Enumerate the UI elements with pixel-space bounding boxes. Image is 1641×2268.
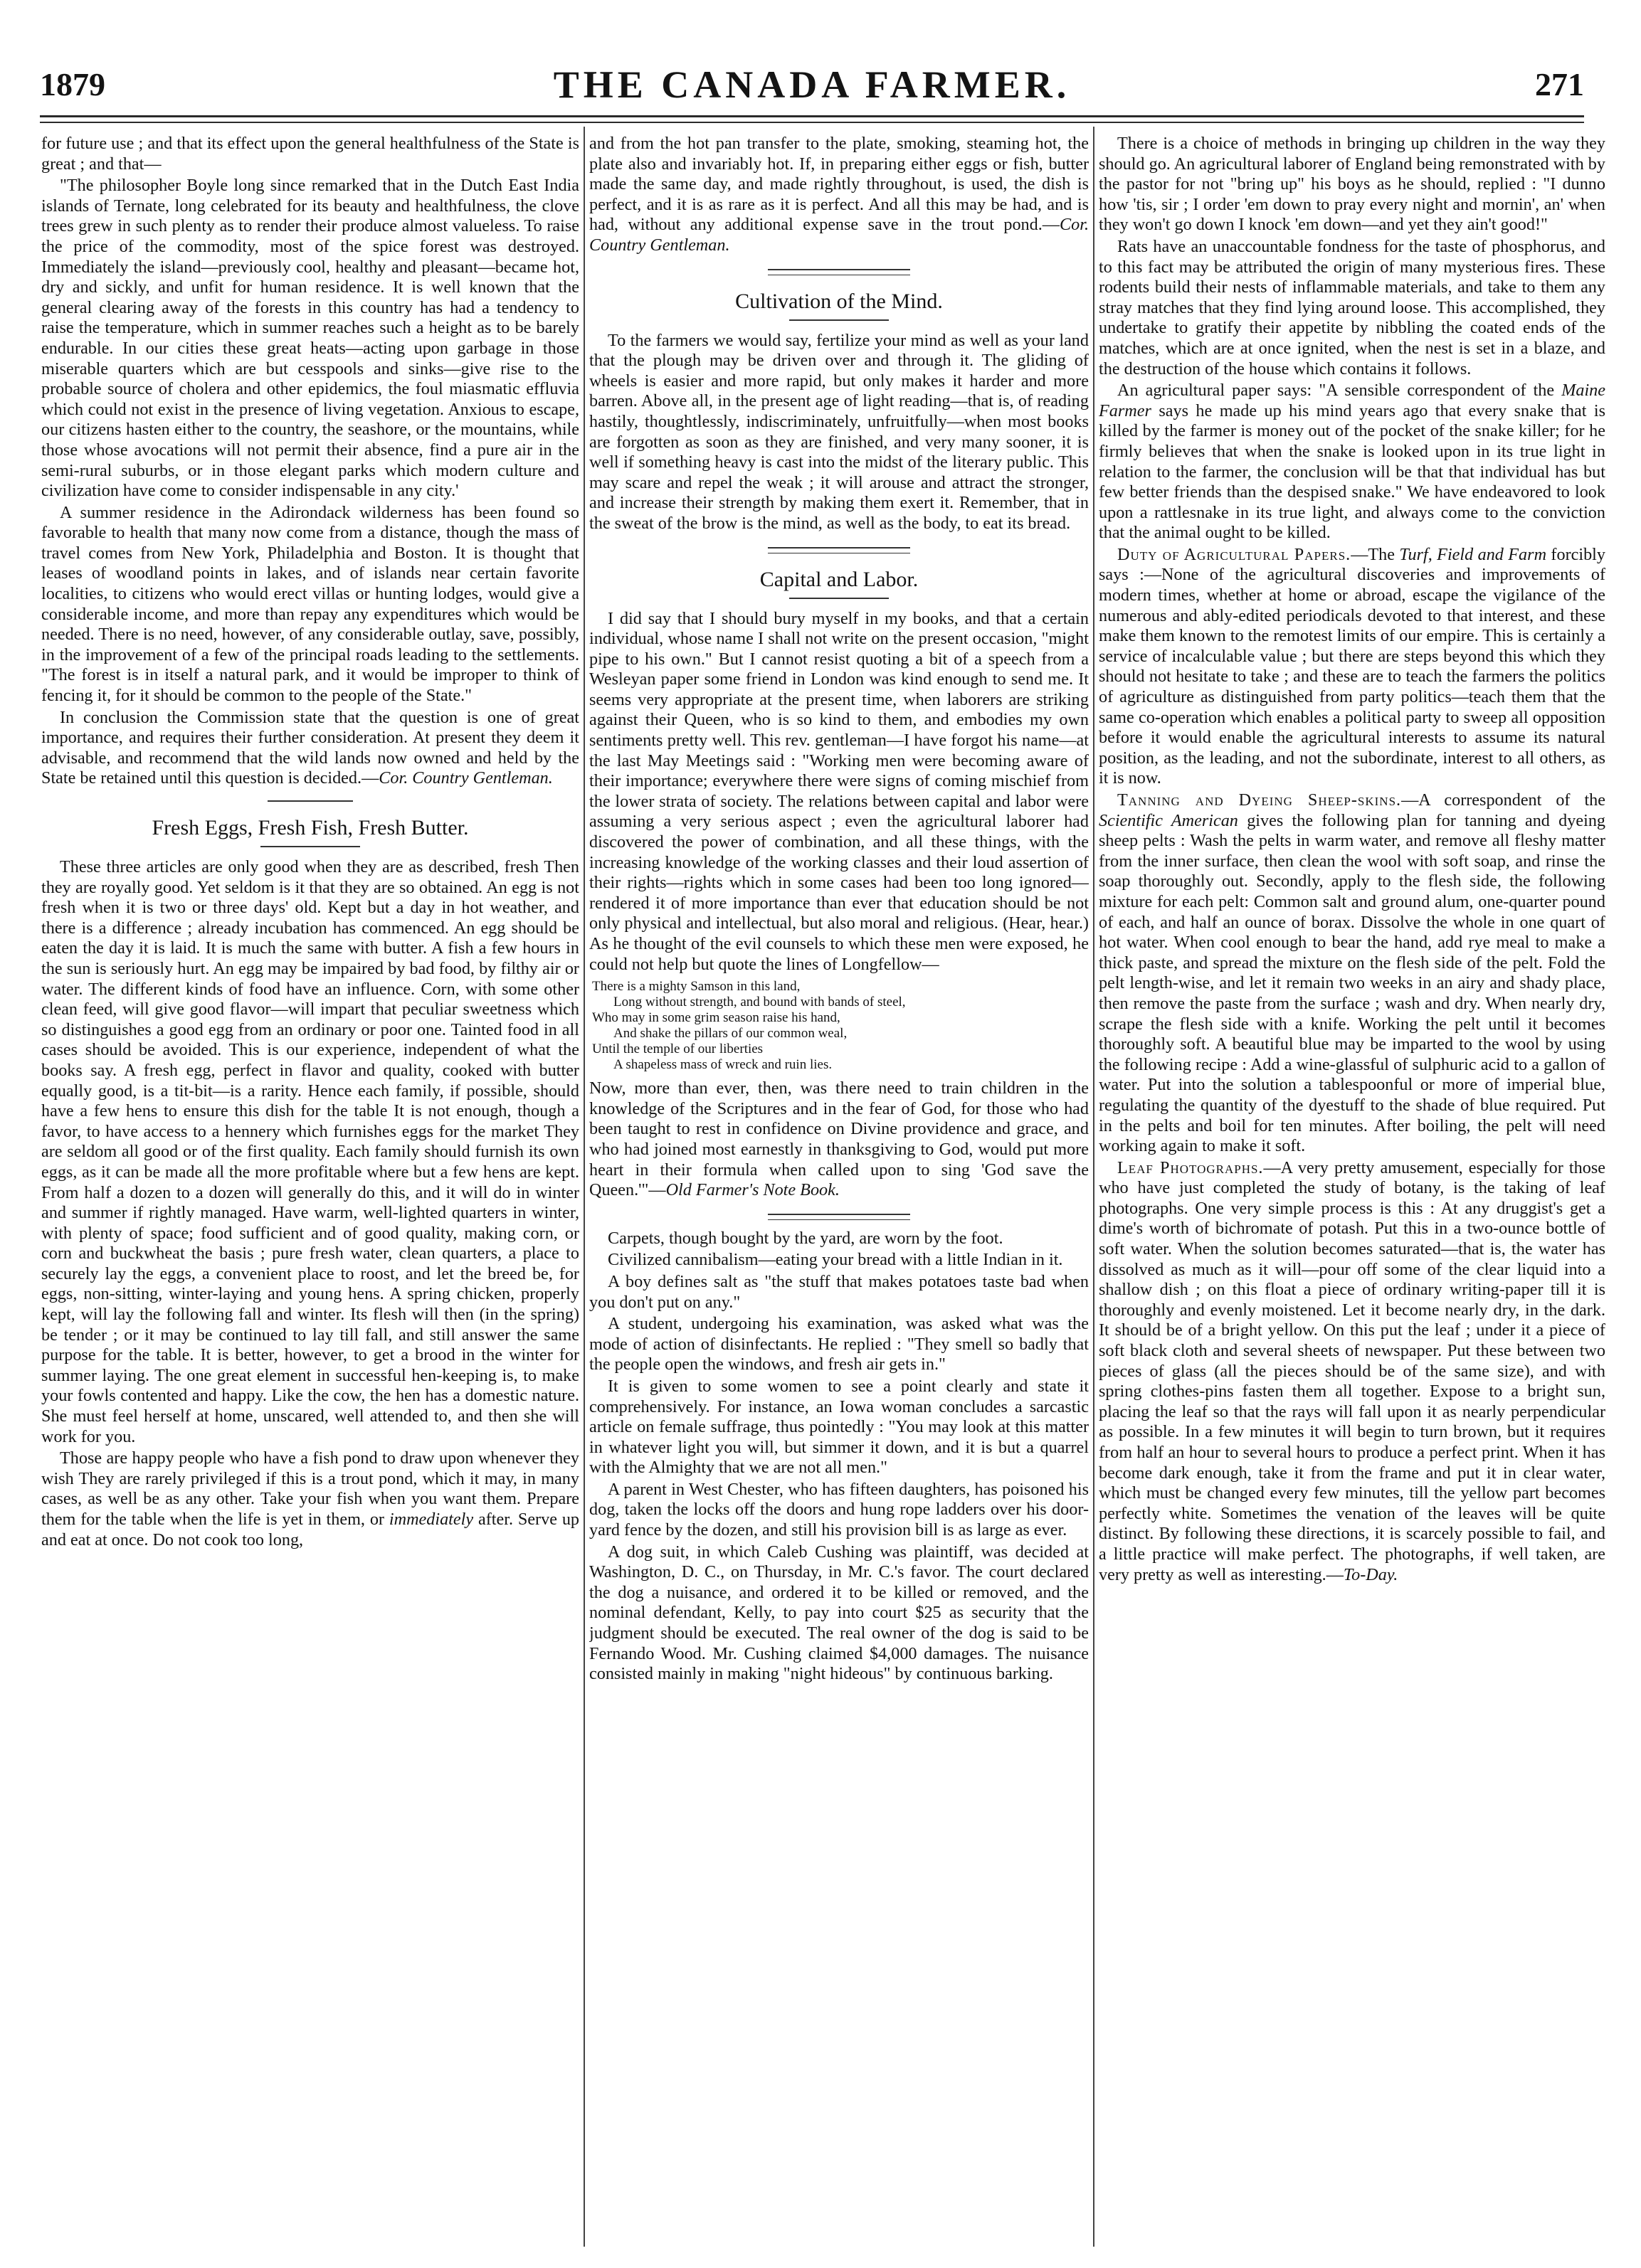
italic-word: immediately bbox=[389, 1510, 474, 1529]
poem-line: There is a mighty Samson in this land, bbox=[592, 979, 801, 995]
paragraph bbox=[41, 1448, 579, 1550]
paragraph-text: An agricultural paper says: "A sensible correspondent of the bbox=[1117, 381, 1555, 401]
paragraph-text: Now, more than ever, then, was there need to train children in the knowledge of the Scriptures and in the fear of God, for those who had been taught to rest in confidence on Divine providence and grace, and who had joined most earnestly in thanksgiving to God, would put more heart in their formula when called upon to sing 'God save the Queen.'" bbox=[589, 1079, 1089, 1200]
masthead-rule bbox=[40, 115, 1584, 123]
paragraph: for future use ; and that its effect upon the general healthfulness of the State is great ; and that— bbox=[41, 134, 579, 174]
poem-line: Long without strength, and bound with bands of steel, bbox=[613, 995, 906, 1010]
column-1 bbox=[41, 134, 579, 2240]
masthead-year: 1879 bbox=[40, 66, 105, 102]
paragraph: A boy defines salt as "the stuff that makes potatoes taste bad when you don't put on any." bbox=[589, 1271, 1089, 1312]
paragraph-text: and from the hot pan transfer to the plate, smoking, steaming hot, the plate also and invariably hot. If, in preparing either eggs or fish, butter made the same day, and made rightly throughout, is used, the dish is perfect, and it is as rare as it is perfect. And all this may be had, and is had, without any additional expense save in the trout pond. bbox=[589, 134, 1089, 235]
paragraph-text: says he made up his mind years ago that every snake that is killed by the farmer is money out of the pocket of the snake killer; for he firmly believes that when the snake is looked upon in its true light in relation to the farmer, the conclusion will be that that individual has but few better friends than the despised snake." We have endeavored to look upon a rattlesnake in its true light, and always come to the conviction that the animal ought to be killed. bbox=[1099, 401, 1605, 543]
paragraph: "The philosopher Boyle long since remarked that in the Dutch East India islands of Ternate, long celebrated for its beauty and healthfulness, the clove trees grew in such plenty as to render their produce almost valueless. To raise the price of the commodity, most of the spice forest was destroyed. Immediately the island—previously cool, healthy and pleasant—became hot, dry and sickly, and unfit for human residence. It is well known that the general clearing away of the forests in this country has had a tendency to raise the temperature, which in summer reaches such a height as to be barely endurable. In our cities these great heats—acting upon garbage in those miserable quarters which are but cesspools and sinks—give rise to the probable source of cholera and other epidemics, the foul miasmatic effluvia which could not exist in the presence of living vegetation. Anxious to escape, our citizens hasten either to the country, the seashore, or the mountains, while those whose avocations will not permit their absence, find a pure air in the semi-rural suburbs, or in those elegant parks which modern culture and civilization have come to consider indispensable in any city.' bbox=[41, 176, 579, 501]
paragraph: and from the hot pan transfer to the plate, smoking, steaming hot, the plate also and invariably hot. If, in preparing either eggs or fish, butter made the same day, and made rightly throughout, is used, the dish is perfect, and it is as rare as it is perfect. And all this may be had, and is had, without any additional expense save in the trout pond.—Cor. Country Gentleman. bbox=[589, 134, 1089, 255]
paragraph-text: —A very pretty amusement, especially for those who have just completed the study of botany, is the taking of leaf photographs. One very simple process is this : At any druggist's get a dime's worth of bichromate of potash. Put this in a two-ounce bottle of soft water. When the solution becomes saturated—that is, the water has dissolved as much as it will—pour off some of the clear liquid into a shallow dish ; on this float a piece of ordinary writing-paper till it is thoroughly and evenly moistened. Let it become nearly dry, in the dark. It should be of a bright yellow. On this put the leaf ; under it a piece of soft black cloth and several sheets of newspaper. Put these between two pieces of glass (all the pieces should be of the same size), and with spring clothes-pins fasten them all together. Expose to a bright sun, placing the leaf so that the rays will fall upon it as nearly perpendicular as possible. In a few minutes it will begin to turn brown, but it requires from half an hour to several hours to produce a perfect print. When it has become dark enough, take it from the frame and put it in clear water, which must be changed every few minutes, till the yellow part becomes perfectly white. Sometimes the venation of the leaves will be quite distinct. By following these directions, it is scarcely possible to fail, and a little practice will make perfect. The photographs, if well taken, are very pretty as well as interesting. bbox=[1099, 1157, 1605, 1584]
article-credit: Old Farmer's Note Book. bbox=[665, 1180, 840, 1200]
column-3 bbox=[1099, 134, 1605, 2240]
paragraph: Civilized cannibalism—eating your bread with a little Indian in it. bbox=[608, 1250, 1063, 1270]
paragraph: It is given to some women to see a point clearly and state it comprehensively. For instance, an Iowa woman concludes a sarcastic article on female suffrage, thus pointedly : "You may look at this matter in whatever light you will, but simmer it down, and it is but a quarrel with the Almighty that we are not all men." bbox=[589, 1376, 1089, 1478]
paragraph: Now, more than ever, then, was there need to train children in the knowledge of the Scriptures and in the fear of God, for those who had been taught to rest in confidence on Divine providence and grace, and who had joined most earnestly in thanksgiving to God, would put more heart in their formula when called upon to sing 'God save the Queen.'"—Old Farmer's Note Book. bbox=[589, 1079, 1089, 1200]
poem-line: Who may in some grim season raise his hand, bbox=[592, 1010, 840, 1026]
paragraph-text: Those are happy people who have a fish pond to draw upon whenever they wish They are rarely privileged if this is a trout pond, which it may, in many cases, as well be as any other. Take your fish when you want them. Prepare them for the table when the life is yet in them, or bbox=[41, 1448, 579, 1529]
paragraph-text: —The bbox=[1351, 544, 1395, 564]
paragraph-lead: Tanning and Dyeing Sheep-skins. bbox=[1117, 790, 1402, 810]
paragraph: Leaf Photographs.—A very pretty amusement, especially for those who have just completed the study of botany, is the taking of leaf photographs. One very simple process is this : At any druggist's get a dime's worth of bichromate of potash. Put this in a two-ounce bottle of soft water. When the solution becomes saturated—that is, the water has dissolved as much as it will—pour off some of the clear liquid into a shallow dish ; on this float a piece of ordinary writing-paper till it is thoroughly and evenly moistened. Let it become nearly dry, in the dark. It should be of a bright yellow. On this put the leaf ; under it a piece of soft black cloth and several sheets of newspaper. Put these between two pieces of glass (all the pieces should be of the same size), and with spring clothes-pins fasten them all together. Expose to a bright sun, placing the leaf so that the rays will fall upon it as nearly perpendicular as possible. In a few minutes it will begin to turn brown, but it requires from half an hour to several hours to produce a perfect print. When it has become dark enough, take it from the frame and put it in clear water, which must be changed every few minutes, till the yellow part becomes perfectly white. Sometimes the venation of the leaves will be quite distinct. By following these directions, it is scarcely possible to fail, and a little practice will make perfect. The photographs, if well taken, are very pretty as well as interesting.—To-Day. bbox=[1099, 1157, 1605, 1584]
page-number: 271 bbox=[1535, 66, 1584, 102]
paragraph: A dog suit, in which Caleb Cushing was plaintiff, was decided at Washington, D. C., on Thursday, in Mr. C.'s favor. The court declared the dog a nuisance, and ordered it to be killed or removed, and the nominal defendant, Kelly, to pay into court $25 as security that the judgment should be executed. The real owner of the dog is said to be Fernando Wood. Mr. Cushing claimed $4,000 damages. The nuisance consisted mainly in making "night hideous" by continuous barking. bbox=[589, 1542, 1089, 1684]
masthead-title: THE CANADA FARMER. bbox=[553, 63, 1071, 106]
column-divider bbox=[1093, 127, 1094, 2247]
poem-line: Until the temple of our liberties bbox=[592, 1042, 764, 1057]
article-credit: Cor. Country Gentleman. bbox=[589, 215, 1089, 255]
section-divider bbox=[768, 547, 910, 553]
paragraph: A student, undergoing his examination, was asked what was the mode of action of disinfectants. He replied : "They smell so badly that the people open the windows, and fresh air gets in." bbox=[589, 1314, 1089, 1374]
heading-underline bbox=[789, 598, 889, 599]
paragraph: To the farmers we would say, fertilize your mind as well as your land that the plough may be driven over and through it. The gliding of wheels is easier and more rapid, but only makes it harder and more barren. Above all, in the present age of light reading—that is, of reading hastily, thoughtlessly, indiscriminately, unfruitfully—when most books are forgotten as soon as they are finished, and very many sooner, it is well if something heavy is cast into the midst of the literary public. This may scare and repel the weak ; it will arouse and attract the stronger, and increase their strength by making them exert it. Remember, that in the sweat of the brow is the mind, as well as the body, to eat its bread. bbox=[589, 330, 1089, 533]
poem-line: A shapeless mass of wreck and ruin lies. bbox=[613, 1057, 833, 1073]
paragraph: These three articles are only good when they are as described, fresh Then they are royally good. Yet seldom is it that they are so obtained. An egg is not fresh when it is two or three days' old. Kept but a day in hot weather, and there is a difference ; already incubation has commenced. An egg should be eaten the day it is laid. It is much the same with butter. A fish a few hours in the sun is seriously hurt. An egg may be impaired by bad food, by filthy air or water. The different kinds of food have an influence. Corn, with some other clean feed, will give good flavor—will impart that peculiar sweetness which so distinguishes a good egg from an ordinary or poor one. Tainted food in all cases should be avoided. This is our experience, independent of what the books say. A fresh egg, perfect in flavor and quality, cooked with butter equally good, is a tit-bit—is a rarity. Hence each family, if possible, should have a few hens to ensure this dish for the table It is not enough, though a favor, to have access to a hennery which furnishes eggs for the market They are seldom all good or of the first quality. Each family should furnish its own eggs, as it can be made all the more profitable where but a few hens are kept. From half a dozen to a dozen will generally do this, and it will do in winter and summer if rightly managed. Have warm, well-lighted quarters in winter, with plenty of space; food sufficient and of good quality, making corn, or corn and buckwheat the basis ; pure fresh water, clean quarters, a place to securely lay the eggs, a convenient place to roost, and let the breed be, for eggs, non-sitting, winter-laying and young hens. A spring chicken, properly kept, will lay the following fall and winter. Its flesh will then (in the spring) be tender ; or it may be continued to lay till fall, and still answer the same purpose for the table. It is better, however, to get a brood in the winter for summer laying. The one great element in successful hen-keeping is, to make your fowls contented and happy. Like the cow, the hen has a domestic nature. She must feel herself at home, unscared, well attended to, and then she will work for you. bbox=[41, 857, 579, 1446]
paragraph bbox=[1099, 545, 1605, 789]
article-heading: Capital and Labor. bbox=[759, 567, 919, 591]
paragraph-text: forcibly says :—None of the agricultural discoveries and improvements of modern times, whether at home or abroad, escape the vigilance of the numerous and ably-edited periodicals devoted to that interest, and these make them known to the remotest limits of our empire. This is certainly a service of incalculable value ; but there are steps beyond this which they should not hesitate to take ; and these are to teach the farmers the politics of agriculture as distinguished from party politics—teach them that the same co-operation which enables a political party to sweep all opposition before it would enable the agricultural interests to assume its natural position, as the leading, and not the subordinate, interest to all others, as it is now. bbox=[1099, 544, 1605, 788]
poem-quote bbox=[589, 979, 1089, 1073]
paragraph: Rats have an unaccountable fondness for the taste of phosphorus, and to this fact may be attributed the origin of many mysterious fires. These rodents build their nests of inflammable materials, and take to them any stray matches that they find lying around loose. This accomplished, they undertake to gratify their appetite by nibbling the coated ends of the matches, which are at once ignited, when the nest is set in a blaze, and the destruction of the house which contains it follows. bbox=[1099, 236, 1605, 378]
masthead bbox=[40, 63, 1584, 112]
paragraph: A parent in West Chester, who has fifteen daughters, has poisoned his dog, taken the locks off the doors and hung rope ladders over his door-yard fence by the dozen, and still his provision bill is as large as ever. bbox=[589, 1479, 1089, 1540]
article-heading: Cultivation of the Mind. bbox=[735, 289, 943, 313]
paragraph: There is a choice of methods in bringing up children in the way they should go. An agricultural laborer of England being remonstrated with by the pastor for not "bring up" his boys as he should, replied : "I dunno how 'tis, sir ; I order 'em down to pray every night and mornin', an' when they won't go down I knock 'em down—and yet they ain't good!" bbox=[1099, 134, 1605, 235]
paragraph-text: —A correspondent of the bbox=[1401, 790, 1605, 810]
italic-title: Scientific American bbox=[1099, 810, 1238, 830]
italic-title: Maine Farmer bbox=[1099, 381, 1605, 420]
italic-title: Turf, Field and Farm bbox=[1399, 544, 1547, 564]
heading-underline bbox=[789, 319, 889, 321]
section-divider bbox=[768, 269, 910, 275]
article-credit: Cor. Country Gentleman. bbox=[379, 768, 553, 788]
paragraph: I did say that I should bury myself in my books, and that a certain individual, whose name I shall not write on the present occasion, "might pipe to his own." But I cannot resist quoting a bit of a speech from a Wesleyan paper some friend in London was kind enough to send me. It seems very appropriate at the present time, when laborers are striking against their Queen, who is so kind to them, and embodies my own sentiments pretty well. This rev. gentleman—I have forgot his name—at the last May Meetings said : "Working men were becoming aware of their importance; everywhere there were signs of coming mischief from the lower strata of society. The relations between capital and labor were assuming a very serious aspect ; even the agricultural laborer had discovered the power of combination, and all these things, with the increasing knowledge of the working classes and their loud assertion of their rights—rights which in some cases had been too long ignored—rendered it of more importance than ever that education should be not only physical and intellectual, but also moral and religious. (Hear, hear.) As he thought of the evil counsels to which these men were exposed, he could not help but quote the lines of Longfellow— bbox=[589, 608, 1089, 974]
paragraph: In conclusion the Commission state that the question is one of great importance, and requires their further consideration. At present they deem it advisable, and recommend that the wild lands now owned and held by the State be retained until this question is decided.—Cor. Country Gentleman. bbox=[41, 707, 579, 788]
poem-line: And shake the pillars of our common weal, bbox=[613, 1026, 848, 1042]
paragraph: A summer residence in the Adirondack wilderness has been found so favorable to health that many now come from a distance, though the mass of travel comes from New York, Philadelphia and Boston. It is thought that leases of woodland points in lakes, and of islands near certain favorite localities, to citizens who would erect villas or hunting lodges, would give a considerable income, and more than repay any expenditures which would be needed. There is no need, however, of any considerable outlay, save, possibly, in the improvement of a few of the principal roads leading to the settlements. "The forest is in itself a natural park, and it would be improper to think of fencing it, for it should be common to the people of the State." bbox=[41, 502, 579, 706]
paragraph: Carpets, though bought by the yard, are worn by the foot. bbox=[608, 1228, 1003, 1248]
paragraph-lead: Duty of Agricultural Papers. bbox=[1117, 544, 1351, 564]
section-divider bbox=[768, 1214, 910, 1220]
article-heading: Fresh Eggs, Fresh Fish, Fresh Butter. bbox=[152, 816, 469, 839]
paragraph-text: after. Serve up and eat at once. Do not cook too long, bbox=[41, 1510, 579, 1549]
article-credit: To-Day. bbox=[1343, 1564, 1398, 1584]
paragraph bbox=[1099, 381, 1605, 544]
column-divider bbox=[584, 127, 585, 2247]
column-2 bbox=[589, 134, 1089, 2240]
paragraph-text: gives the following plan for tanning and dyeing sheep pelts : Wash the pelts in warm water, and remove all fleshy matter from the inner surface, then clean the wool with soft soap, and rinse the soap thoroughly out. Secondly, apply to the flesh side, the following mixture for each pelt: Common salt and ground alum, one-quarter pound of each, and half an ounce of borax. Dissolve the whole in one quart of hot water. When cool enough to bear the hand, add rye meal to make a thick paste, and spread the mixture on the flesh side of the pelt. Fold the pelt length-wise, and let it remain two weeks in an airy and shady place, then remove the paste from the surface ; wash and dry. When nearly dry, scrape the flesh side with a knife. Working the pelt until it becomes thoroughly soft. A beautiful blue may be imparted to the wool by using the following recipe : Add a wine-glassful of sulphuric acid to a gallon of water. Put into the solution a tablespoonful or more of imperial blue, regulating the quantity of the dyestuff to the shade of blue required. Put in the pelts and boil for ten minutes. After boiling, the pelt will need working again to make it soft. bbox=[1099, 810, 1605, 1156]
section-divider bbox=[268, 800, 353, 802]
paragraph-text: In conclusion the Commission state that the question is one of great importance, and requires their further consideration. At present they deem it advisable, and recommend that the wild lands now owned and held by the State be retained until this question is decided. bbox=[41, 707, 579, 788]
paragraph-lead: Leaf Photographs. bbox=[1117, 1157, 1264, 1177]
paragraph bbox=[1099, 790, 1605, 1157]
heading-underline bbox=[260, 846, 360, 847]
